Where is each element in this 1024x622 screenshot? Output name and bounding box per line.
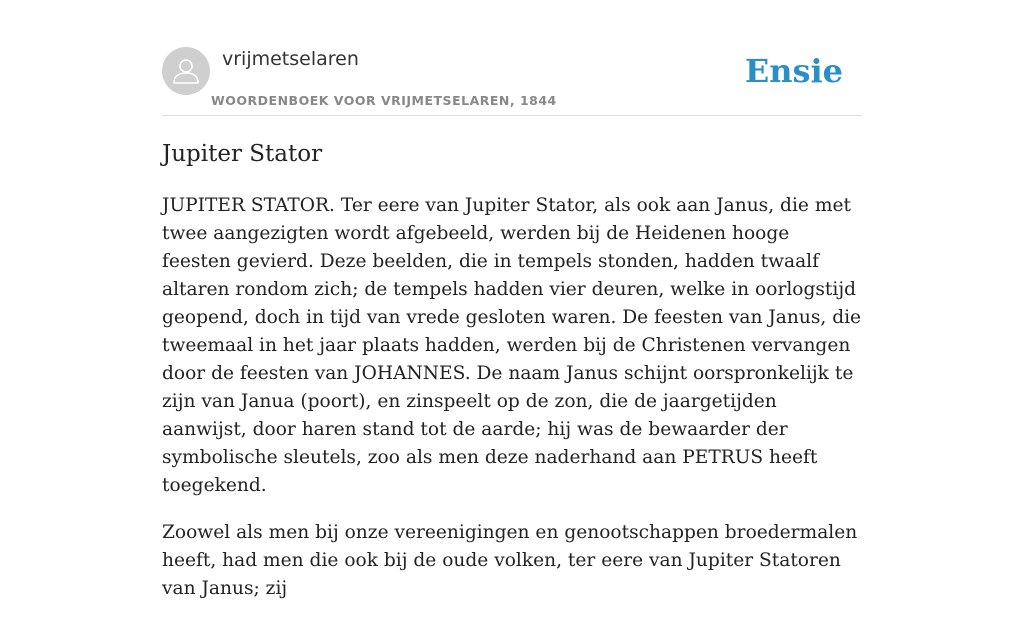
article-body [162, 192, 862, 622]
ensie-logo-link[interactable]: Ensie [744, 52, 843, 90]
body-paragraph: Zoowel als men bij onze vereenigingen en genootschappen broedermalen heeft, had men die ook bij de oude volken, ter eere van Jupiter Statoren van Janus; zij [162, 522, 858, 599]
header-divider [162, 115, 862, 116]
user-avatar-icon[interactable] [162, 47, 210, 95]
source-label[interactable]: WOORDENBOEK VOOR VRIJMETSELAREN, 1844 [211, 93, 557, 108]
article-title: Jupiter Stator [162, 141, 323, 167]
author-link[interactable]: vrijmetselaren [222, 48, 359, 70]
user-silhouette-icon [162, 47, 210, 95]
article-header [162, 46, 862, 116]
body-paragraph: JUPITER STATOR. Ter eere van Jupiter Stator, als ook aan Janus, die met twee aangezigten wordt afgebeeld, werden bij de Heidenen hooge feesten gevierd. Deze beelden, die in tempels stonden, hadden twaalf altaren rondom zich; de tempels hadden vier deuren, welke in oorlogstijd geopend, doch in tijd van vrede gesloten waren. De feesten van Janus, die tweemaal in het jaar plaats hadden, werden bij de Christenen vervangen door de feesten van JOHANNES. De naam Janus schijnt oorspronkelijk te zijn van Janua (poort), en zinspeelt op de zon, die de jaargetijden aanwijst, door haren stand tot de aarde; hij was de bewaarder der symbolische sleutels, zoo als men deze naderhand aan PETRUS heeft toegekend. [162, 195, 862, 496]
